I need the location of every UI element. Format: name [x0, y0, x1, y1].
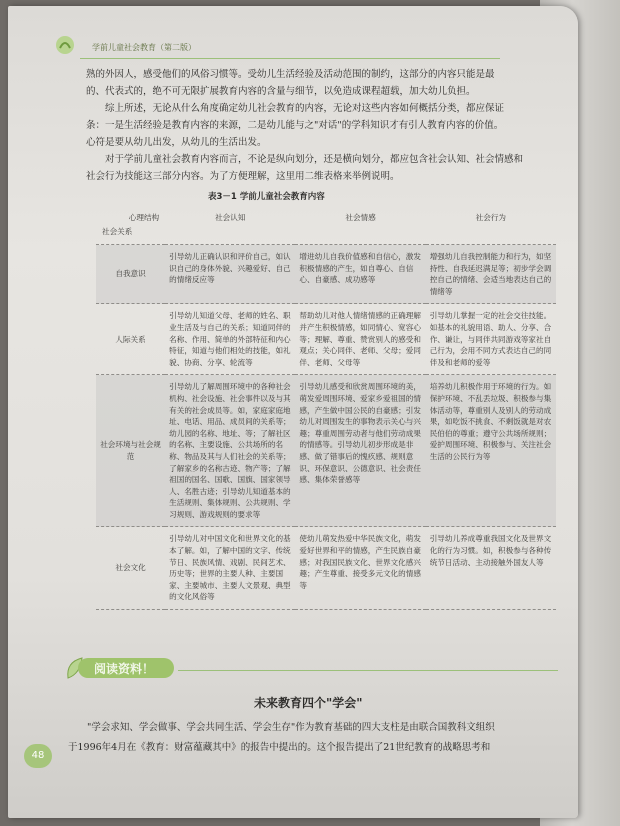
column-header: 社会认知 [165, 206, 295, 245]
row-label: 自我意识 [96, 245, 165, 304]
table-cell: 帮助幼儿对他人情绪情感的正确理解并产生积极情感，如同情心、宽容心等；理解、尊重、赞赏别人的感受和观点；关心同伴、老师、父母；爱同伴、老师、父母等 [295, 304, 425, 375]
body-line: 综上所述，无论从什么角度确定幼儿社会教育的内容，无论对这些内容如何概括分类，都应保证 [105, 103, 505, 114]
row-label: 人际关系 [96, 304, 165, 375]
body-line: 社会行为技能这三部分内容。为了方便理解，这里用二维表格来举例说明。 [86, 171, 400, 182]
page-number: 48 [24, 744, 52, 768]
table-cell: 引导幼儿养成尊重我国文化及世界文化的行为习惯。如，积极参与各种传统节日活动、主动接触外国友人等 [426, 527, 556, 610]
table-header-row [96, 206, 556, 245]
article-title: 未来教育四个"学会" [254, 696, 363, 710]
article-line: 于1996年4月在《教育：财富蕴藏其中》的报告中提出的。这个报告提出了21世纪教育的战略思考和 [68, 742, 491, 753]
table-row [96, 375, 556, 527]
body-line: 对于学前儿童社会教育内容而言，不论是纵向划分，还是横向划分，都应包含社会认知、社会情感和 [105, 154, 524, 165]
table-cell: 引导幼儿正确认识和评价自己，如认识自己的身体外貌、兴趣爱好、自己的情绪反应等 [165, 245, 295, 304]
book-logo-icon [54, 34, 76, 56]
table-cell: 引导幼儿知道父母、老师的姓名、职业生活及与自己的关系；知道同伴的名称、作用、简单的外部特征和内心特征，知道与他们相处的技能，如礼貌、协商、分享、轮流等 [165, 304, 295, 375]
row-label: 社会环境与社会规范 [96, 375, 165, 527]
article-body [68, 718, 568, 758]
table-corner-cell [96, 206, 165, 245]
body-paragraphs [86, 66, 556, 185]
table-cell: 培养幼儿积极作用于环境的行为。如保护环境、不乱丢垃圾、积极参与集体活动等，尊重别人及别人的劳动成果，如吃饭不挑食、不剩饭就是对农民伯伯的尊重；遵守公共场所规则；爱护周围环境、积极参与、关注社会生活的公民行为等 [426, 375, 556, 527]
row-label: 社会文化 [96, 527, 165, 610]
table-cell: 引导幼儿感受和欣赏周围环境的美，萌发爱周围环境、爱家乡爱祖国的情感，产生做中国公民的自豪感；引发幼儿对周围发生的事物表示关心与兴趣；尊重周围劳动者与他们劳动成果的情感等。引导幼儿初步形成是非感、做了错事后的愧疚感、规则意识、环保意识、公德意识、社会责任感、集体荣誉感等 [295, 375, 425, 527]
table-cell: 使幼儿萌发热爱中华民族文化，萌发爱好世界和平的情感，产生民族自豪感；对我国民族文化、世界文化感兴趣；产生尊重、接受多元文化的情感等 [295, 527, 425, 610]
corner-label-top: 心理结构 [128, 213, 160, 222]
table-row [96, 304, 556, 375]
education-content-table [96, 206, 556, 610]
table-cell: 引导幼儿掌握一定的社会交往技能。如基本的礼貌用语、助人、分享、合作、谦让，与同伴共同游戏等家社自己行为，会用不同方式表达自己的同伴及和老师的爱等 [426, 304, 556, 375]
column-header: 社会行为 [426, 206, 556, 245]
reading-badge-label: 阅读资料！ [94, 662, 155, 676]
table-row [96, 527, 556, 610]
column-header: 社会情感 [295, 206, 425, 245]
article-line: "学会求知、学会做事、学会共同生活、学会生存"作为教育基础的四大支柱是由联合国教科文组织 [87, 722, 495, 733]
table-cell: 引导幼儿了解周围环境中的各种社会机构、社会设施、社会事件以及与其有关的社会成员等。如，家庭家庭地址、电话、用品、成员间的关系等；幼儿园的名称、地址、等；了解社区的名称、主要设施、公共场所的名称、物品及其与人们社会的关系等；了解家乡的名称古迹、物产等；了解祖国的国名、国歌、国旗、国家领导人、名胜古迹；引导幼儿知道基本的生活规则、集体规则、公共规则、学习规则、游戏规则的要求等 [165, 375, 295, 527]
running-title: 学前儿童社会教育（第二版） [92, 43, 196, 52]
corner-label-bottom: 社会关系 [102, 227, 133, 237]
reading-section-header [64, 654, 174, 682]
body-line: 的、代表式的，绝不可无限扩展教育内容的含量与细节，以免造成课程超载，加大幼儿负担。 [86, 86, 476, 97]
table-cell: 引导幼儿对中国文化和世界文化的基本了解。如，了解中国的文字、传统节日、民族风情、戏剧、民间艺术、历史等；世界的主要人种、主要国家、主要城市、主要人文景观、典型的文化风俗等 [165, 527, 295, 610]
table-caption: 表3－1 学前儿童社会教育内容 [208, 192, 325, 202]
body-line: 心符是要从幼儿出发，从幼儿的生活出发。 [86, 137, 267, 148]
table-cell: 增强幼儿自我控制能力和行为，如坚持性、自我延迟满足等；初步学会调控自己的情绪、会适当地表达自己的情绪等 [426, 245, 556, 304]
table-cell: 增进幼儿自我价值感和自信心，激发积极情感的产生，如自尊心、自信心、自豪感、成功感等 [295, 245, 425, 304]
body-line: 条：一是生活经验是教育内容的来源，二是幼儿能与之"对话"的学科知识才有引人教育内容的价值。 [86, 120, 504, 131]
body-line: 熟的外因人，感受他们的风俗习惯等。受幼儿生活经验及活动范围的制约，这部分的内容只能是最 [86, 69, 495, 80]
book-page [8, 6, 578, 818]
table-row [96, 245, 556, 304]
reading-rule [178, 670, 558, 671]
